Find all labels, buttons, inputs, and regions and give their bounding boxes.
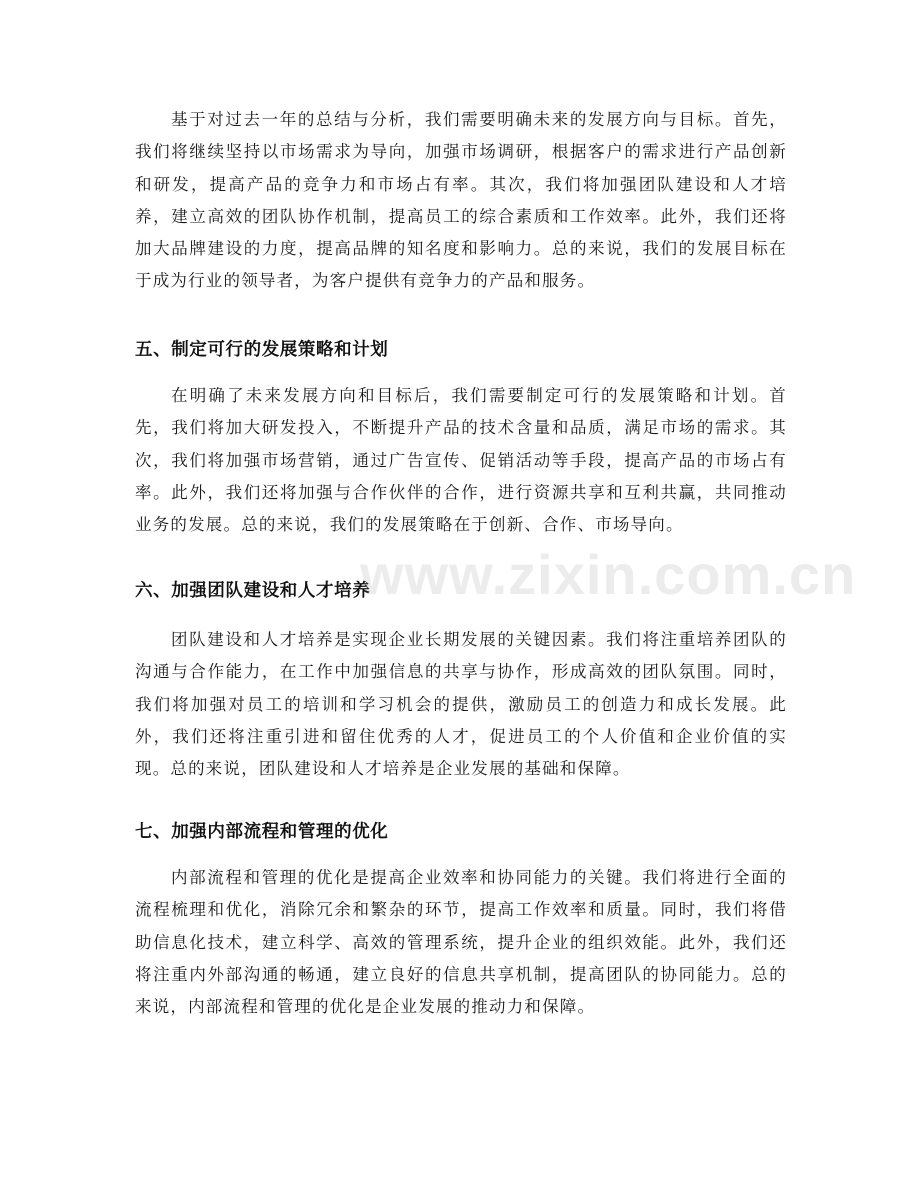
body-paragraph: 基于对过去一年的总结与分析，我们需要明确未来的发展方向与目标。首先，我们将继续坚持以市场需求为导向，加强市场调研，根据客户的需求进行产品创新和研发，提高产品的竞争力和市场占有率。其次，我们将加强团队建设和人才培养，建立高效的团队协作机制，提高员工的综合素质和工作效率。此外，我们还将加大品牌建设的力度，提高品牌的知名度和影响力。总的来说，我们的发展目标在于成为行业的领导者，为客户提供有竞争力的产品和服务。 (135, 110, 787, 291)
body-paragraph: 团队建设和人才培养是实现企业长期发展的关键因素。我们将注重培养团队的沟通与合作能力，在工作中加强信息的共享与协作，形成高效的团队氛围。同时，我们将加强对员工的培训和学习机会的提供，激励员工的创造力和成长发展。此外，我们还将注重引进和留住优秀的人才，促进员工的个人价值和企业价值的实现。总的来说，团队建设和人才培养是企业发展的基础和保障。 (135, 630, 787, 779)
body-paragraph: 内部流程和管理的优化是提高企业效率和协同能力的关键。我们将进行全面的流程梳理和优化，消除冗余和繁杂的环节，提高工作效率和质量。同时，我们将借助信息化技术，建立科学、高效的管理系统，提升企业的组织效能。此外，我们还将注重内外部沟通的畅通，建立良好的信息共享机制，提高团队的协同能力。总的来说，内部流程和管理的优化是企业发展的推动力和保障。 (135, 868, 787, 1017)
section-heading-5: 五、制定可行的发展策略和计划 (135, 340, 389, 360)
section-heading-7: 七、加强内部流程和管理的优化 (135, 822, 389, 842)
body-paragraph: 在明确了未来发展方向和目标后，我们需要制定可行的发展策略和计划。首先，我们将加大研发投入，不断提升产品的技术含量和品质，满足市场的需求。其次，我们将加强市场营销，通过广告宣传、促销活动等手段，提高产品的市场占有率。此外，我们还将加强与合作伙伴的合作，进行资源共享和互利共赢，共同推动业务的发展。总的来说，我们的发展策略在于创新、合作、市场导向。 (135, 386, 787, 535)
section-heading-6: 六、加强团队建设和人才培养 (135, 581, 371, 601)
watermark: www.zixin.com.cn (360, 543, 857, 606)
